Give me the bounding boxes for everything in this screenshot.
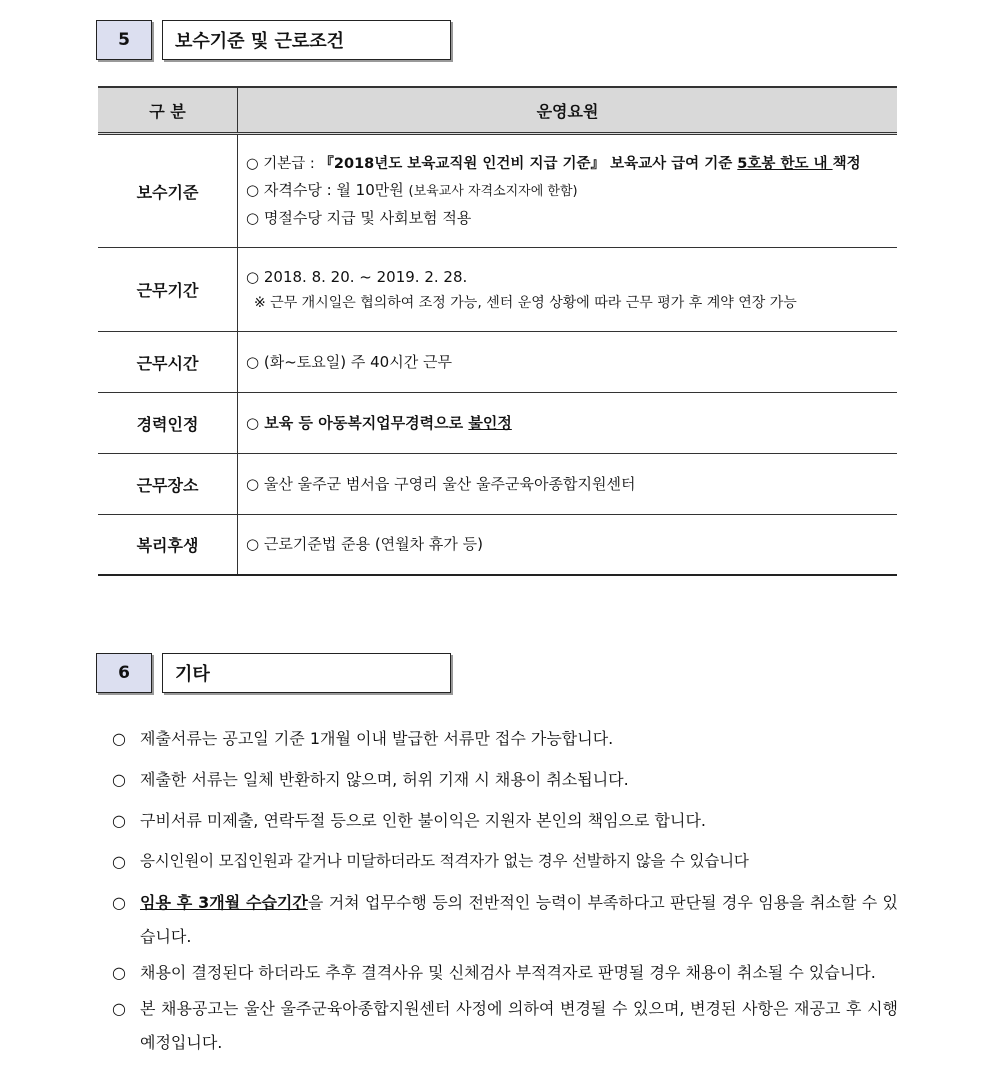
table-header-row xyxy=(98,87,897,134)
table-row-place xyxy=(98,454,897,515)
header-staff: 운영요원 xyxy=(238,87,898,134)
bullet-icon: ○ xyxy=(112,729,126,748)
pay-l2-main: ○ 자격수당 : 월 10만원 xyxy=(246,181,409,199)
list-item xyxy=(112,886,898,954)
list-item xyxy=(112,763,898,796)
row-label-period: 근무기간 xyxy=(98,248,238,332)
probation-emphasis: 임용 후 3개월 수습기간 xyxy=(140,893,308,912)
pay-l1-end: 책정 xyxy=(832,156,861,172)
pay-l1-bold: 『2018년도 보육교직원 인건비 지급 기준』 보육교사 급여 기준 xyxy=(319,156,738,172)
table-row-career xyxy=(98,393,897,454)
list-item xyxy=(112,804,898,837)
notes-list xyxy=(112,722,898,1062)
list-item xyxy=(112,845,898,878)
section5-number: 5 xyxy=(96,20,152,60)
bullet-icon: ○ xyxy=(112,893,126,912)
bullet-icon: ○ xyxy=(112,770,126,789)
list-item-text: 본 채용공고는 울산 울주군육아종합지원센터 사정에 의하여 변경될 수 있으며, 변경된 사항은 재공고 후 시행 예정입니다. xyxy=(140,999,898,1052)
pay-l1-prefix: ○ 기본급 : xyxy=(246,156,320,172)
list-item xyxy=(112,992,898,1060)
list-item-text: 제출한 서류는 일체 반환하지 않으며, 허위 기재 시 채용이 취소됩니다. xyxy=(140,770,629,789)
table-row-period xyxy=(98,248,897,332)
conditions-table xyxy=(98,86,897,576)
career-text: ○ 보육 등 아동복지업무경력으로 xyxy=(246,414,469,432)
row-content-hours: ○ (화~토요일) 주 40시간 근무 xyxy=(238,332,898,393)
period-note: ※ 근무 개시일은 협의하여 조정 가능, 센터 운영 상황에 따라 근무 평가 후 계약 연장 가능 xyxy=(254,294,797,311)
row-label-welfare: 복리후생 xyxy=(98,515,238,575)
pay-line-1 xyxy=(246,151,897,177)
table-row-welfare xyxy=(98,515,897,575)
table-row-hours xyxy=(98,332,897,393)
pay-line-2 xyxy=(246,177,897,205)
row-label-place: 근무장소 xyxy=(98,454,238,515)
table-row-pay xyxy=(98,134,897,248)
career-underline: 불인정 xyxy=(468,414,512,432)
bullet-icon: ○ xyxy=(112,999,126,1018)
list-item-text: 채용이 결정된다 하더라도 추후 결격사유 및 신체검사 부적격자로 판명될 경우 채용이 취소될 수 있습니다. xyxy=(140,963,876,982)
section5-title: 보수기준 및 근로조건 xyxy=(162,20,451,60)
row-content-place: ○ 울산 울주군 범서읍 구영리 울산 울주군육아종합지원센터 xyxy=(238,454,898,515)
section6-title: 기타 xyxy=(162,653,451,693)
section6-number: 6 xyxy=(96,653,152,693)
list-item-text xyxy=(140,886,898,954)
pay-l1-underline: 5호봉 한도 내 xyxy=(737,156,833,172)
row-content-period xyxy=(238,248,898,332)
pay-line-3: ○ 명절수당 지급 및 사회보험 적용 xyxy=(246,209,472,227)
header-category: 구 분 xyxy=(98,87,238,134)
list-item-text: 응시인원이 모집인원과 같거나 미달하더라도 적격자가 없는 경우 선발하지 않을 수 있습니다 xyxy=(140,852,749,870)
bullet-icon: ○ xyxy=(112,963,126,982)
row-label-pay: 보수기준 xyxy=(98,134,238,248)
pay-l2-small: (보육교사 자격소지자에 한함) xyxy=(408,184,578,199)
bullet-icon: ○ xyxy=(112,811,126,830)
row-label-hours: 근무시간 xyxy=(98,332,238,393)
probation-rest: 을 거쳐 업무수행 등의 전반적인 능력이 부족하다고 판단될 경우 임용을 취소할 수 있습니다. xyxy=(140,893,898,946)
list-item-text: 제출서류는 공고일 기준 1개월 이내 발급한 서류만 접수 가능합니다. xyxy=(140,729,614,748)
bullet-icon: ○ xyxy=(112,852,126,871)
row-content-career xyxy=(238,393,898,454)
period-line-1: ○ 2018. 8. 20. ~ 2019. 2. 28. xyxy=(246,267,468,286)
row-content-welfare: ○ 근로기준법 준용 (연월차 휴가 등) xyxy=(238,515,898,575)
row-content-pay xyxy=(238,134,898,248)
row-label-career: 경력인정 xyxy=(98,393,238,454)
list-item xyxy=(112,722,898,755)
list-item-text: 구비서류 미제출, 연락두절 등으로 인한 불이익은 지원자 본인의 책임으로 합니다. xyxy=(140,811,706,830)
list-item xyxy=(112,956,898,990)
